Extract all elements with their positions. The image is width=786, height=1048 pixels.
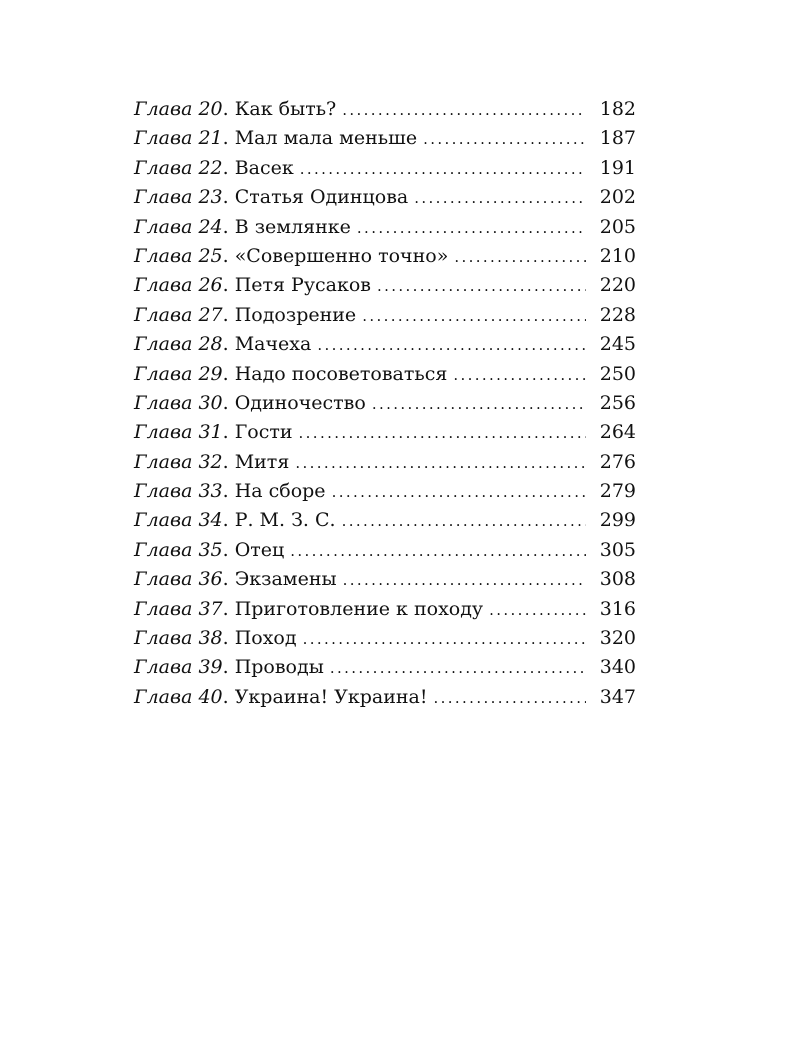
toc-entry [134, 271, 636, 300]
chapter-word: Глава [134, 303, 193, 326]
toc-entry [134, 95, 636, 124]
toc-entry [134, 183, 636, 212]
chapter-separator: . [222, 244, 229, 267]
chapter-label [134, 448, 223, 477]
chapter-label [134, 154, 223, 183]
toc-entry [134, 242, 636, 271]
page-number: 210 [599, 244, 636, 267]
chapter-separator: . [222, 656, 229, 679]
chapter-word: Глава [134, 627, 193, 650]
dot-leader [454, 243, 586, 272]
chapter-word: Глава [134, 391, 193, 414]
chapter-title: Экзамены [234, 568, 337, 591]
chapter-title: Статья Одинцова [234, 186, 409, 209]
chapter-label [134, 271, 223, 300]
chapter-word: Глава [134, 421, 193, 444]
dot-leader [423, 125, 586, 154]
chapter-separator: . [222, 627, 229, 650]
chapter-title: Подозрение [234, 303, 357, 326]
chapter-separator: . [222, 391, 229, 414]
page-number: 279 [599, 480, 636, 503]
chapter-label [134, 683, 223, 712]
chapter-number: 40 [198, 685, 223, 708]
toc-entry [134, 595, 636, 624]
chapter-word: Глава [134, 685, 193, 708]
chapter-number: 35 [198, 538, 223, 561]
dot-leader [332, 478, 586, 507]
page-number: 191 [599, 156, 636, 179]
chapter-word: Глава [134, 127, 193, 150]
dot-leader [290, 537, 586, 566]
chapter-title: Проводы [234, 656, 324, 679]
chapter-number: 38 [198, 627, 223, 650]
chapter-separator: . [222, 421, 229, 444]
chapter-separator: . [222, 215, 229, 238]
chapter-label [134, 183, 223, 212]
chapter-separator: . [222, 127, 229, 150]
chapter-number: 22 [198, 156, 223, 179]
chapter-label [134, 330, 223, 359]
chapter-title: Приготовление к походу [234, 597, 484, 620]
page-number: 182 [599, 98, 636, 120]
chapter-title: Мал мала меньше [234, 127, 418, 150]
page-number: 308 [599, 568, 636, 591]
toc-entry [134, 330, 636, 359]
dot-leader [377, 272, 586, 301]
chapter-label [134, 360, 223, 389]
chapter-number: 25 [198, 244, 223, 267]
chapter-separator: . [222, 685, 229, 708]
dot-leader [317, 331, 586, 360]
dot-leader [414, 184, 586, 213]
chapter-number: 27 [198, 303, 223, 326]
page-number: 205 [599, 215, 636, 238]
chapter-word: Глава [134, 656, 193, 679]
chapter-label [134, 565, 223, 594]
chapter-title: Поход [234, 627, 297, 650]
toc-entry [134, 360, 636, 389]
chapter-word: Глава [134, 186, 193, 209]
chapter-separator: . [222, 156, 229, 179]
dot-leader [295, 449, 586, 478]
page-number: 340 [599, 656, 636, 679]
chapter-title: Отец [234, 538, 285, 561]
chapter-separator: . [222, 186, 229, 209]
dot-leader [372, 390, 586, 419]
table-of-contents [134, 95, 636, 712]
chapter-word: Глава [134, 156, 193, 179]
chapter-title: Петя Русаков [234, 274, 371, 297]
chapter-title: Мачеха [234, 333, 312, 356]
chapter-title: Васек [234, 156, 294, 179]
chapter-separator: . [222, 480, 229, 503]
chapter-number: 29 [198, 362, 223, 385]
chapter-label [134, 536, 223, 565]
chapter-number: 37 [198, 597, 223, 620]
dot-leader [330, 654, 586, 683]
chapter-word: Глава [134, 244, 193, 267]
chapter-number: 31 [198, 421, 223, 444]
dot-leader [343, 566, 586, 595]
chapter-number: 26 [198, 274, 223, 297]
chapter-label [134, 624, 223, 653]
toc-entry [134, 154, 636, 183]
chapter-separator: . [222, 362, 229, 385]
dot-leader [342, 96, 586, 125]
chapter-number: 39 [198, 656, 223, 679]
dot-leader [303, 625, 586, 654]
chapter-word: Глава [134, 362, 193, 385]
page-number: 276 [599, 450, 636, 473]
page-number: 264 [599, 421, 636, 444]
chapter-separator: . [222, 274, 229, 297]
toc-entry [134, 213, 636, 242]
page-number: 228 [599, 303, 636, 326]
chapter-separator: . [222, 333, 229, 356]
chapter-word: Глава [134, 509, 193, 532]
page-number: 347 [599, 685, 636, 708]
chapter-label [134, 506, 223, 535]
page-number: 305 [599, 538, 636, 561]
toc-entry [134, 389, 636, 418]
chapter-number: 30 [198, 391, 223, 414]
chapter-word: Глава [134, 568, 193, 591]
chapter-title: Как быть? [234, 98, 337, 120]
chapter-separator: . [222, 568, 229, 591]
page-number: 245 [599, 333, 636, 356]
chapter-label [134, 301, 223, 330]
chapter-label [134, 418, 223, 447]
chapter-title: Украина! Украина! [234, 685, 428, 708]
toc-entry [134, 448, 636, 477]
chapter-number: 20 [198, 98, 223, 120]
page-number: 220 [599, 274, 636, 297]
toc-entry [134, 536, 636, 565]
page-number: 256 [599, 391, 636, 414]
chapter-number: 34 [198, 509, 223, 532]
chapter-number: 21 [198, 127, 223, 150]
chapter-title: Митя [234, 450, 290, 473]
chapter-separator: . [222, 450, 229, 473]
toc-entry [134, 418, 636, 447]
toc-entry [134, 653, 636, 682]
chapter-word: Глава [134, 98, 193, 120]
chapter-title: Гости [234, 421, 293, 444]
page-number: 316 [599, 597, 636, 620]
chapter-number: 28 [198, 333, 223, 356]
chapter-number: 24 [198, 215, 223, 238]
chapter-word: Глава [134, 480, 193, 503]
chapter-label [134, 95, 223, 124]
toc-entry [134, 683, 636, 712]
chapter-number: 23 [198, 186, 223, 209]
page-number: 202 [599, 186, 636, 209]
chapter-label [134, 389, 223, 418]
page-number: 320 [599, 627, 636, 650]
toc-entry [134, 506, 636, 535]
chapter-label [134, 213, 223, 242]
chapter-separator: . [222, 98, 229, 120]
chapter-title: Одиночество [234, 391, 366, 414]
dot-leader [342, 507, 586, 536]
chapter-title: Р. М. З. С. [234, 509, 336, 532]
chapter-number: 32 [198, 450, 223, 473]
chapter-title: «Совершенно точно» [234, 244, 449, 267]
dot-leader [299, 419, 586, 448]
chapter-label [134, 595, 223, 624]
chapter-word: Глава [134, 597, 193, 620]
chapter-word: Глава [134, 215, 193, 238]
chapter-label [134, 242, 223, 271]
chapter-separator: . [222, 303, 229, 326]
dot-leader [453, 361, 586, 390]
toc-entry [134, 301, 636, 330]
chapter-label [134, 124, 223, 153]
dot-leader [357, 214, 586, 243]
toc-entry [134, 565, 636, 594]
dot-leader [434, 684, 587, 713]
chapter-separator: . [222, 509, 229, 532]
dot-leader [489, 596, 586, 625]
chapter-word: Глава [134, 450, 193, 473]
chapter-number: 36 [198, 568, 223, 591]
chapter-word: Глава [134, 538, 193, 561]
toc-entry [134, 124, 636, 153]
toc-entry [134, 477, 636, 506]
chapter-number: 33 [198, 480, 223, 503]
chapter-label [134, 477, 223, 506]
page-number: 299 [599, 509, 636, 532]
page-number: 250 [599, 362, 636, 385]
chapter-word: Глава [134, 274, 193, 297]
dot-leader [362, 302, 586, 331]
toc-entry [134, 624, 636, 653]
page-number: 187 [599, 127, 636, 150]
chapter-separator: . [222, 597, 229, 620]
dot-leader [300, 155, 586, 184]
chapter-title: На сборе [234, 480, 326, 503]
chapter-word: Глава [134, 333, 193, 356]
chapter-title: Надо посоветоваться [234, 362, 448, 385]
chapter-label [134, 653, 223, 682]
chapter-title: В землянке [234, 215, 351, 238]
chapter-separator: . [222, 538, 229, 561]
